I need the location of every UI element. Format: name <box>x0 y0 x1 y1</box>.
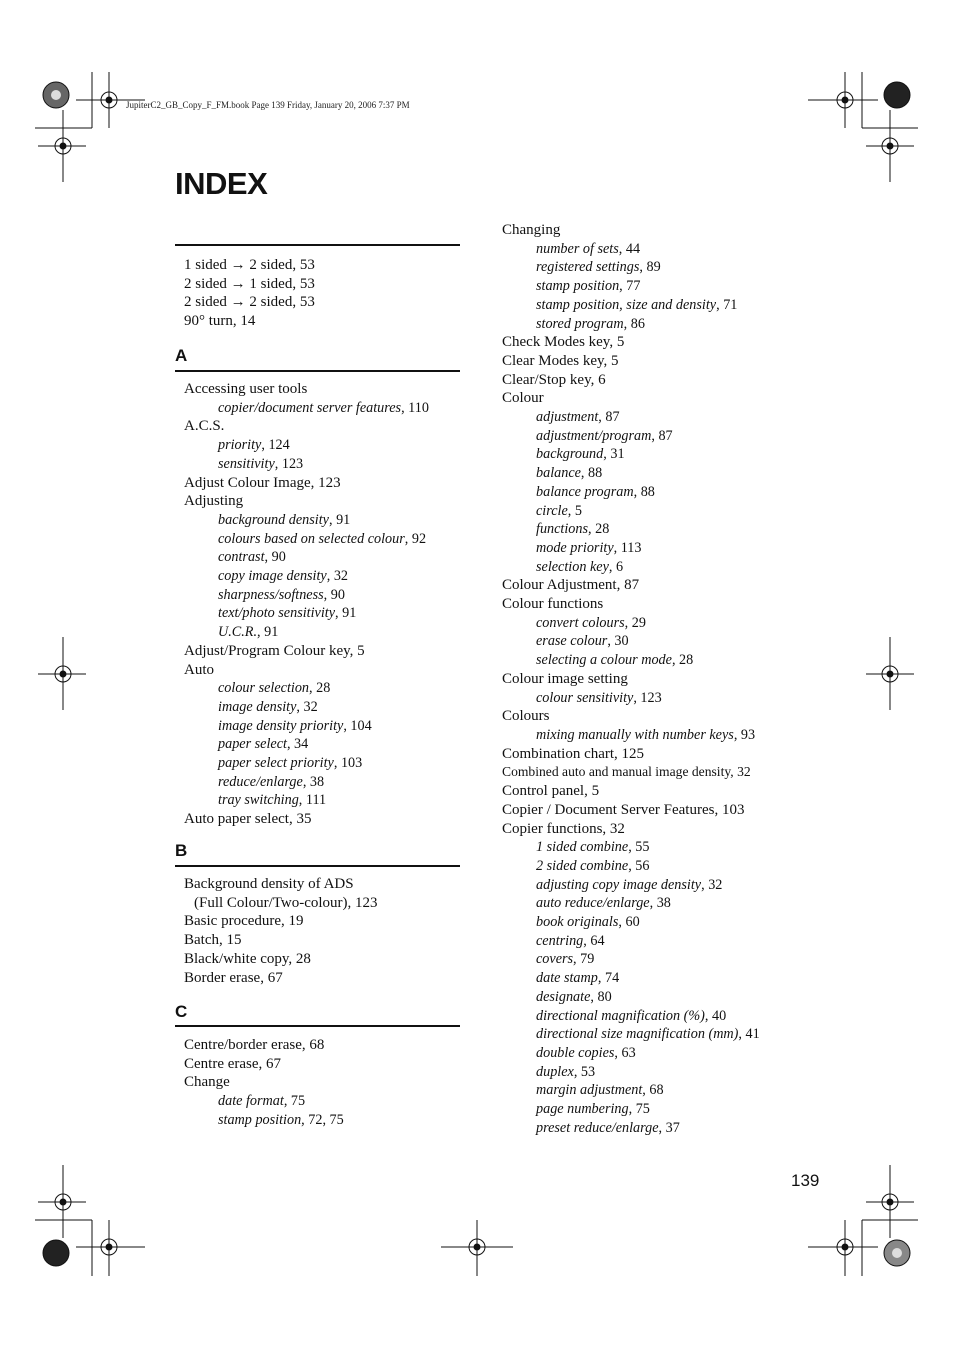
index-subentry-pages: , 77 <box>619 278 641 295</box>
index-subentry-term: stored program <box>536 315 624 332</box>
index-subentry <box>184 1111 344 1130</box>
index-subentry <box>502 838 760 857</box>
index-subentry-pages: , 79 <box>573 951 595 968</box>
index-subentry <box>502 932 760 951</box>
index-entry: Clear Modes key, 5 <box>502 352 619 369</box>
index-entry: Colour image setting <box>502 670 628 687</box>
index-subentry-term: selecting a colour mode <box>536 652 672 669</box>
index-subentry-term: auto reduce/enlarge <box>536 895 650 912</box>
index-subentry <box>184 1092 344 1111</box>
page-title: INDEX <box>175 166 268 201</box>
index-subentry <box>502 520 760 539</box>
index-subentry-pages: , 91 <box>335 605 357 622</box>
index-subentry <box>184 436 429 455</box>
index-subentry <box>502 651 760 670</box>
index-column-2 <box>502 221 760 1137</box>
index-subentry-term: mode priority <box>536 539 614 556</box>
index-subentry-pages: , 88 <box>580 465 603 482</box>
index-entry: Adjust/Program Colour key, 5 <box>184 642 365 659</box>
index-subentry <box>502 464 760 483</box>
index-subentry-pages: , 93 <box>733 726 756 743</box>
index-subentry-term: contrast <box>218 549 265 566</box>
index-subentry <box>502 689 760 708</box>
index-subentry <box>502 483 760 502</box>
index-entry: Border erase, 67 <box>184 969 283 986</box>
index-subentry-term: 1 sided combine <box>536 839 629 856</box>
index-subentry-pages: , 75 <box>628 1101 650 1118</box>
index-subentry-term: copier/document server features <box>218 399 402 416</box>
index-subentry <box>184 548 429 567</box>
index-subentry <box>502 894 760 913</box>
index-subentry-pages: , 64 <box>583 932 605 949</box>
index-subentry <box>184 735 429 754</box>
index-subentry-term: balance <box>536 465 581 482</box>
index-subentry-pages: , 124 <box>261 437 290 454</box>
index-subentry-pages: , 71 <box>716 296 738 313</box>
index-group-b <box>184 875 378 987</box>
index-entry: Control panel, 5 <box>502 783 600 800</box>
index-subentry-pages: , 111 <box>298 792 327 809</box>
index-subentry-term: preset reduce/enlarge <box>536 1119 659 1136</box>
index-subentry-term: image density priority <box>218 717 344 734</box>
index-entry: 1 sided → 2 sided, 53 <box>184 257 315 273</box>
index-subentry-pages: , 5 <box>567 502 582 519</box>
index-subentry-pages: , 40 <box>704 1007 727 1024</box>
index-subentry-pages: , 28 <box>671 652 694 669</box>
index-subentry <box>502 240 760 259</box>
index-subentry-pages: , 38 <box>302 773 325 790</box>
index-entry: Colour functions <box>502 596 604 613</box>
index-subentry <box>502 258 760 277</box>
index-subentry <box>502 950 760 969</box>
index-subentry-pages: , 55 <box>628 839 650 856</box>
index-entry: Check Modes key, 5 <box>502 334 625 351</box>
divider-numeric <box>175 244 460 246</box>
index-subentry-term: mixing manually with number keys <box>536 726 734 743</box>
index-subentry-pages: , 113 <box>613 539 642 556</box>
index-subentry-term: sensitivity <box>218 455 275 472</box>
index-subentry <box>502 1063 760 1082</box>
index-subentry <box>502 427 760 446</box>
index-subentry-pages: , 60 <box>618 914 640 931</box>
index-subentry-pages: , 110 <box>401 399 429 416</box>
divider-c <box>175 1025 460 1027</box>
index-subentry-pages: , 87 <box>651 427 673 444</box>
index-subentry-term: selection key <box>536 558 609 575</box>
index-subentry-term: registered settings <box>536 259 640 276</box>
index-subentry <box>502 857 760 876</box>
index-entry: Changing <box>502 222 561 238</box>
index-subentry-pages: , 29 <box>624 614 646 631</box>
index-group-numeric <box>184 256 315 331</box>
index-subentry <box>502 558 760 577</box>
index-subentry-term: directional size magnification (mm) <box>536 1026 739 1043</box>
index-subentry-pages: , 63 <box>614 1044 636 1061</box>
index-entry: Basic procedure, 19 <box>184 913 304 930</box>
index-subentry-term: covers <box>536 951 574 968</box>
index-subentry <box>184 679 429 698</box>
index-entry: Auto paper select, 35 <box>184 811 312 828</box>
index-subentry <box>502 502 760 521</box>
index-entry: Centre erase, 67 <box>184 1055 282 1072</box>
index-subentry-pages: , 53 <box>573 1063 596 1080</box>
index-subentry <box>502 1044 760 1063</box>
index-subentry <box>184 567 429 586</box>
index-subentry <box>502 1025 760 1044</box>
index-group-a <box>184 380 429 829</box>
divider-b <box>175 865 460 867</box>
page-number: 139 <box>791 1171 820 1190</box>
index-subentry-pages: , 86 <box>623 315 645 332</box>
index-subentry-pages: , 90 <box>264 549 286 566</box>
index-subentry-pages: , 74 <box>597 970 620 987</box>
index-subentry-pages: , 37 <box>658 1119 680 1136</box>
index-entry: A.C.S. <box>184 418 225 435</box>
index-subentry-pages: , 32 <box>296 698 318 715</box>
index-subentry <box>502 296 760 315</box>
index-subentry-term: margin adjustment <box>536 1082 643 1099</box>
index-entry: Combination chart, 125 <box>502 745 645 762</box>
index-subentry-term: stamp position <box>536 278 620 295</box>
index-entry: Batch, 15 <box>184 932 242 949</box>
index-subentry <box>184 623 429 642</box>
index-subentry-pages: , 123 <box>274 455 304 472</box>
index-group-c <box>184 1036 344 1130</box>
index-subentry-term: adjusting copy image density <box>536 876 702 893</box>
index-subentry-term: stamp position, size and density <box>536 296 717 313</box>
index-subentry-term: number of sets <box>536 240 619 257</box>
index-subentry-pages: , 31 <box>603 446 625 463</box>
section-letter-c: C <box>175 1002 188 1021</box>
index-subentry-pages: , 103 <box>333 755 363 772</box>
index-subentry-term: date format <box>218 1093 284 1110</box>
index-subentry-pages: , 75 <box>283 1093 306 1110</box>
index-entry: Combined auto and manual image density, 32 <box>502 764 751 780</box>
index-subentry <box>502 277 760 296</box>
index-entry: 90° turn, 14 <box>184 313 256 330</box>
index-subentry-term: reduce/enlarge <box>218 773 303 790</box>
index-subentry-term: double copies <box>536 1044 615 1061</box>
index-subentry-term: book originals <box>536 914 619 931</box>
index-subentry <box>502 1119 760 1138</box>
index-subentry-pages: , 90 <box>323 586 345 603</box>
index-subentry-pages: , 32 <box>326 568 349 585</box>
index-subentry-pages: , 87 <box>598 409 620 426</box>
index-subentry-pages: , 92 <box>404 530 427 547</box>
index-subentry <box>184 530 429 549</box>
index-entry: Copier / Document Server Features, 103 <box>502 801 745 818</box>
index-subentry-term: date stamp <box>536 970 598 987</box>
section-letter-b: B <box>175 841 188 860</box>
index-subentry <box>502 539 760 558</box>
index-subentry-pages: , 6 <box>608 558 624 575</box>
index-entry-continuation: (Full Colour/Two-colour), 123 <box>194 894 378 911</box>
index-subentry-pages: , 68 <box>642 1082 664 1099</box>
index-subentry-term: colour selection <box>218 680 310 697</box>
index-subentry <box>502 988 760 1007</box>
index-subentry-pages: , 56 <box>628 857 650 874</box>
index-subentry-term: functions <box>536 521 589 538</box>
index-subentry-pages: , 41 <box>738 1026 760 1043</box>
index-subentry-term: tray switching <box>218 792 299 809</box>
divider-a <box>175 370 460 372</box>
index-subentry <box>184 399 429 418</box>
index-subentry-pages: , 88 <box>633 483 655 500</box>
index-subentry <box>502 726 760 745</box>
index-entry: Background density of ADS <box>184 876 354 892</box>
index-subentry-term: paper select <box>218 736 287 753</box>
index-subentry <box>184 754 429 773</box>
index-subentry-term: copy image density <box>218 568 327 585</box>
index-subentry-term: designate <box>536 988 591 1005</box>
index-entry: Auto <box>184 661 214 678</box>
print-header-slug: JupiterC2_GB_Copy_F_FM.book Page 139 Friday, January 20, 2006 7:37 PM <box>126 100 410 110</box>
index-subentry-term: paper select priority <box>218 755 334 772</box>
index-entry: 2 sided → 1 sided, 53 <box>184 275 315 292</box>
index-subentry-pages: , 30 <box>607 633 629 650</box>
index-subentry-pages: , 32 <box>701 876 723 893</box>
index-subentry-term: page numbering <box>536 1101 629 1118</box>
index-entry: Clear/Stop key, 6 <box>502 371 606 388</box>
index-subentry <box>184 791 429 810</box>
index-subentry-term: convert colours <box>536 614 625 631</box>
index-subentry <box>502 1100 760 1119</box>
index-subentry-pages: , 28 <box>588 521 610 538</box>
index-subentry <box>502 876 760 895</box>
index-subentry-term: colours based on selected colour <box>218 530 405 547</box>
index-subentry <box>184 773 429 792</box>
index-subentry <box>184 511 429 530</box>
index-subentry-term: priority <box>218 437 262 454</box>
index-subentry-term: background <box>536 446 604 463</box>
index-entry: Colours <box>502 708 550 725</box>
index-subentry-term: text/photo sensitivity <box>218 605 336 622</box>
index-subentry-term: U.C.R. <box>218 624 258 641</box>
index-entry: Accessing user tools <box>184 381 308 397</box>
index-subentry-pages: , 72, 75 <box>301 1111 344 1128</box>
index-entry: Change <box>184 1074 230 1091</box>
index-subentry <box>502 969 760 988</box>
index-subentry <box>184 698 429 717</box>
index-subentry-pages: , 91 <box>257 624 279 641</box>
index-subentry-pages: , 38 <box>649 895 671 912</box>
index-subentry-pages: , 44 <box>618 240 641 257</box>
index-entry: Copier functions, 32 <box>502 820 625 837</box>
index-subentry <box>502 614 760 633</box>
index-subentry <box>502 408 760 427</box>
index-subentry-pages: , 91 <box>328 511 351 528</box>
index-subentry-term: erase colour <box>536 633 608 650</box>
index-subentry-term: balance program <box>536 483 634 500</box>
index-subentry <box>184 717 429 736</box>
index-subentry <box>184 604 429 623</box>
section-letter-a: A <box>175 346 188 365</box>
index-subentry <box>502 1081 760 1100</box>
index-subentry-term: adjustment/program <box>536 427 652 444</box>
index-entry: 2 sided → 2 sided, 53 <box>184 294 315 311</box>
index-entry: Centre/border erase, 68 <box>184 1037 325 1053</box>
index-subentry <box>502 445 760 464</box>
index-entry: Colour <box>502 390 544 407</box>
index-subentry-term: centring <box>536 932 584 949</box>
index-subentry-term: sharpness/softness <box>218 586 324 603</box>
index-subentry-pages: , 80 <box>590 988 612 1005</box>
index-subentry-term: duplex <box>536 1063 574 1080</box>
index-subentry <box>184 455 429 474</box>
index-subentry-term: background density <box>218 511 329 528</box>
index-entry: Black/white copy, 28 <box>184 950 311 967</box>
index-subentry <box>502 315 760 334</box>
index-subentry <box>502 1007 760 1026</box>
index-subentry <box>502 632 760 651</box>
index-subentry-term: circle <box>536 502 568 519</box>
index-subentry <box>184 586 429 605</box>
index-subentry-pages: , 89 <box>639 259 661 276</box>
index-subentry <box>502 913 760 932</box>
index-subentry-pages: , 104 <box>343 717 372 734</box>
index-subentry-term: 2 sided combine <box>536 857 629 874</box>
index-entry: Colour Adjustment, 87 <box>502 577 640 594</box>
index-subentry-term: directional magnification (%) <box>536 1007 705 1024</box>
index-entry: Adjusting <box>184 493 244 510</box>
index-subentry-term: adjustment <box>536 409 599 426</box>
index-subentry-pages: , 28 <box>309 680 331 697</box>
index-entry: Adjust Colour Image, 123 <box>184 474 341 491</box>
index-subentry-term: image density <box>218 698 297 715</box>
index-subentry-pages: , 123 <box>633 689 662 706</box>
index-subentry-term: stamp position <box>218 1111 302 1128</box>
index-subentry-term: colour sensitivity <box>536 689 634 706</box>
index-subentry-pages: , 34 <box>286 736 309 753</box>
